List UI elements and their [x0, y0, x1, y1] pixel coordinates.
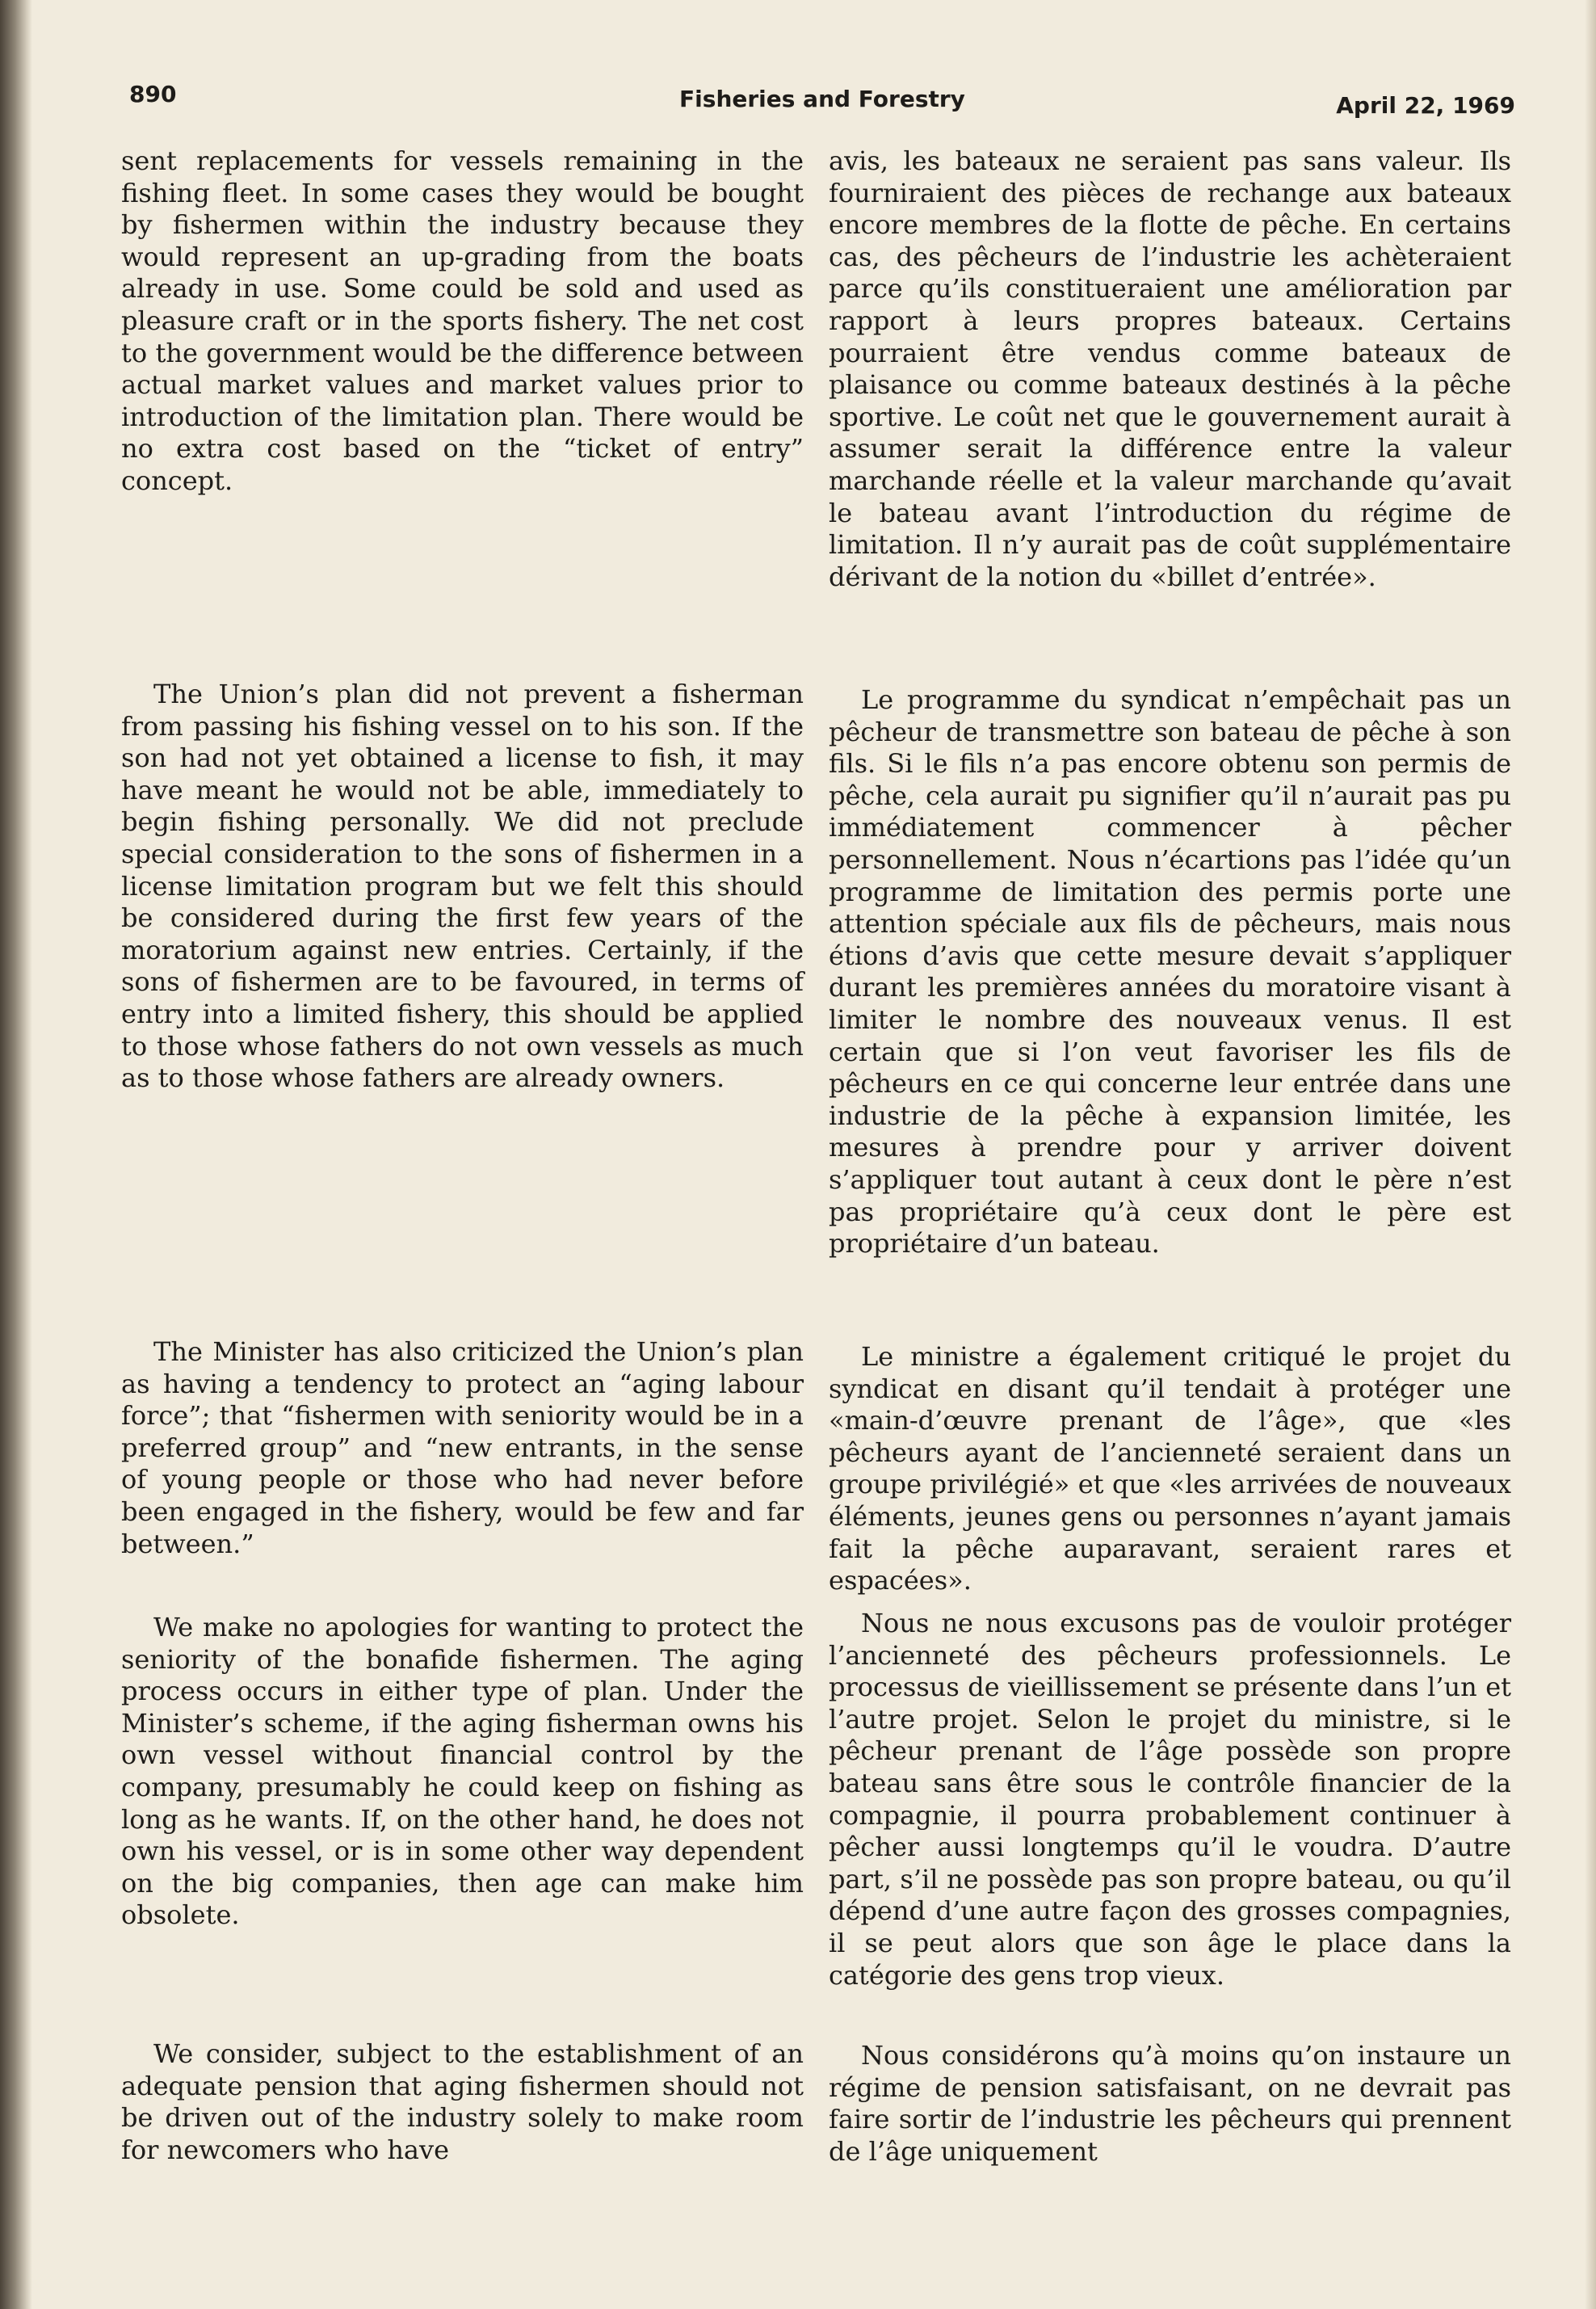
french-paragraph: avis, les bateaux ne seraient pas sans valeur. Ils fourniraient des pièces de rechange aux bateaux encore membres de la flotte de pêche. En certains cas, des pêcheurs de l’industrie les achèteraient parce qu’ils constitueraient une amélioration par rapport à leurs propres bateaux. Certains pourraient être vendus comme bateaux de plaisance ou comme bateaux destinés à la pêche sportive. Le coût net que le gouvernement aurait à assumer serait la différence entre la valeur marchande réelle et la valeur marchande qu’avait le bateau avant l’introduction du régime de limitation. Il n’y aurait pas de coût supplémentaire dérivant de la notion du «billet d’entrée».	[829, 145, 1511, 592]
french-paragraph: Nous considérons qu’à moins qu’on instaure un régime de pension satisfaisant, on ne devrait pas faire sortir de l’industrie les pêcheurs qui prennent de l’âge uniquement	[829, 2040, 1511, 2167]
page-header	[129, 81, 1515, 121]
english-paragraph: We consider, subject to the establishment of an adequate pension that aging fishermen should not be driven out of the industry solely to make room for newcomers who have	[121, 2038, 804, 2165]
french-paragraph: Le ministre a également critiqué le projet du syndicat en disant qu’il tendait à protéger une «main-d’œuvre prenant de l’âge», que «les pêcheurs ayant de l’ancienneté seraient dans un groupe privilégié» et que «les arrivées de nouveaux éléments, jeunes gens ou personnes n’ayant jamais fait la pêche auparavant, seraient rares et espacées».	[829, 1341, 1511, 1596]
sitting-date: April 22, 1969	[1336, 92, 1515, 119]
section-title: Fisheries and Forestry	[679, 86, 965, 112]
page-number: 890	[129, 81, 177, 107]
english-paragraph: We make no apologies for wanting to protect the seniority of the bonafide fishermen. The aging process occurs in either type of plan. Under the Minister’s scheme, if the aging fisherman owns his own vessel without financial control by the company, presumably he could keep on fishing as long as he wants. If, on the other hand, he does not own his vessel, or is in some other way dependent on the big companies, then age can make him obsolete.	[121, 1612, 804, 1931]
french-paragraph: Nous ne nous excusons pas de vouloir protéger l’ancienneté des pêcheurs professionnels. Le processus de vieillissement se présente dans l’un et l’autre projet. Selon le projet du ministre, si le pêcheur prenant de l’âge possède son propre bateau sans être sous le contrôle financier de la compagnie, il pourra probablement continuer à pêcher aussi longtemps qu’il le voudra. D’autre part, s’il ne possède pas son propre bateau, ou qu’il dépend d’une autre façon des grosses compagnies, il se peut alors que son âge le place dans la catégorie des gens trop vieux.	[829, 1608, 1511, 1991]
book-binding	[0, 0, 32, 2309]
page-edge	[1585, 0, 1596, 2309]
english-paragraph: sent replacements for vessels remaining in the fishing fleet. In some cases they would be bought by fishermen within the industry because they would represent an up-grading from the boats already in use. Some could be sold and used as pleasure craft or in the sports fishery. The net cost to the government would be the difference between actual market values and market values prior to introduction of the limitation plan. There would be no extra cost based on the “ticket of entry” concept.	[121, 145, 804, 496]
english-paragraph: The Minister has also criticized the Union’s plan as having a tendency to protect an “aging labour force”; that “fishermen with seniority would be in a preferred group” and “new entrants, in the sense of young people or those who had never before been engaged in the fishery, would be few and far between.”	[121, 1336, 804, 1559]
french-paragraph: Le programme du syndicat n’empêchait pas un pêcheur de transmettre son bateau de pêche à son fils. Si le fils n’a pas encore obtenu son permis de pêche, cela aurait pu signifier qu’il n’aurait pas pu immédiatement commencer à pêcher personnellement. Nous n’écartions pas l’idée qu’un programme de limitation des permis porte une attention spéciale aux fils de pêcheurs, mais nous étions d’avis que cette mesure devait s’appliquer durant les premières années du moratoire visant à limiter le nombre des nouveaux venus. Il est certain que si l’on veut favoriser les fils de pêcheurs en ce qui concerne leur entrée dans une industrie de la pêche à expansion limitée, les mesures à prendre pour y arriver doivent s’appliquer tout autant à ceux dont le père n’est pas propriétaire qu’à ceux dont le père est propriétaire d’un bateau.	[829, 684, 1511, 1260]
english-paragraph: The Union’s plan did not prevent a fisherman from passing his fishing vessel on to his son. If the son had not yet obtained a license to fish, it may have meant he would not be able, immediately to begin fishing personally. We did not preclude special consideration to the sons of fishermen in a license limitation program but we felt this should be considered during the first few years of the moratorium against new entries. Certainly, if the sons of fishermen are to be favoured, in terms of entry into a limited fishery, this should be applied to those whose fathers do not own vessels as much as to those whose fathers are already owners.	[121, 679, 804, 1094]
